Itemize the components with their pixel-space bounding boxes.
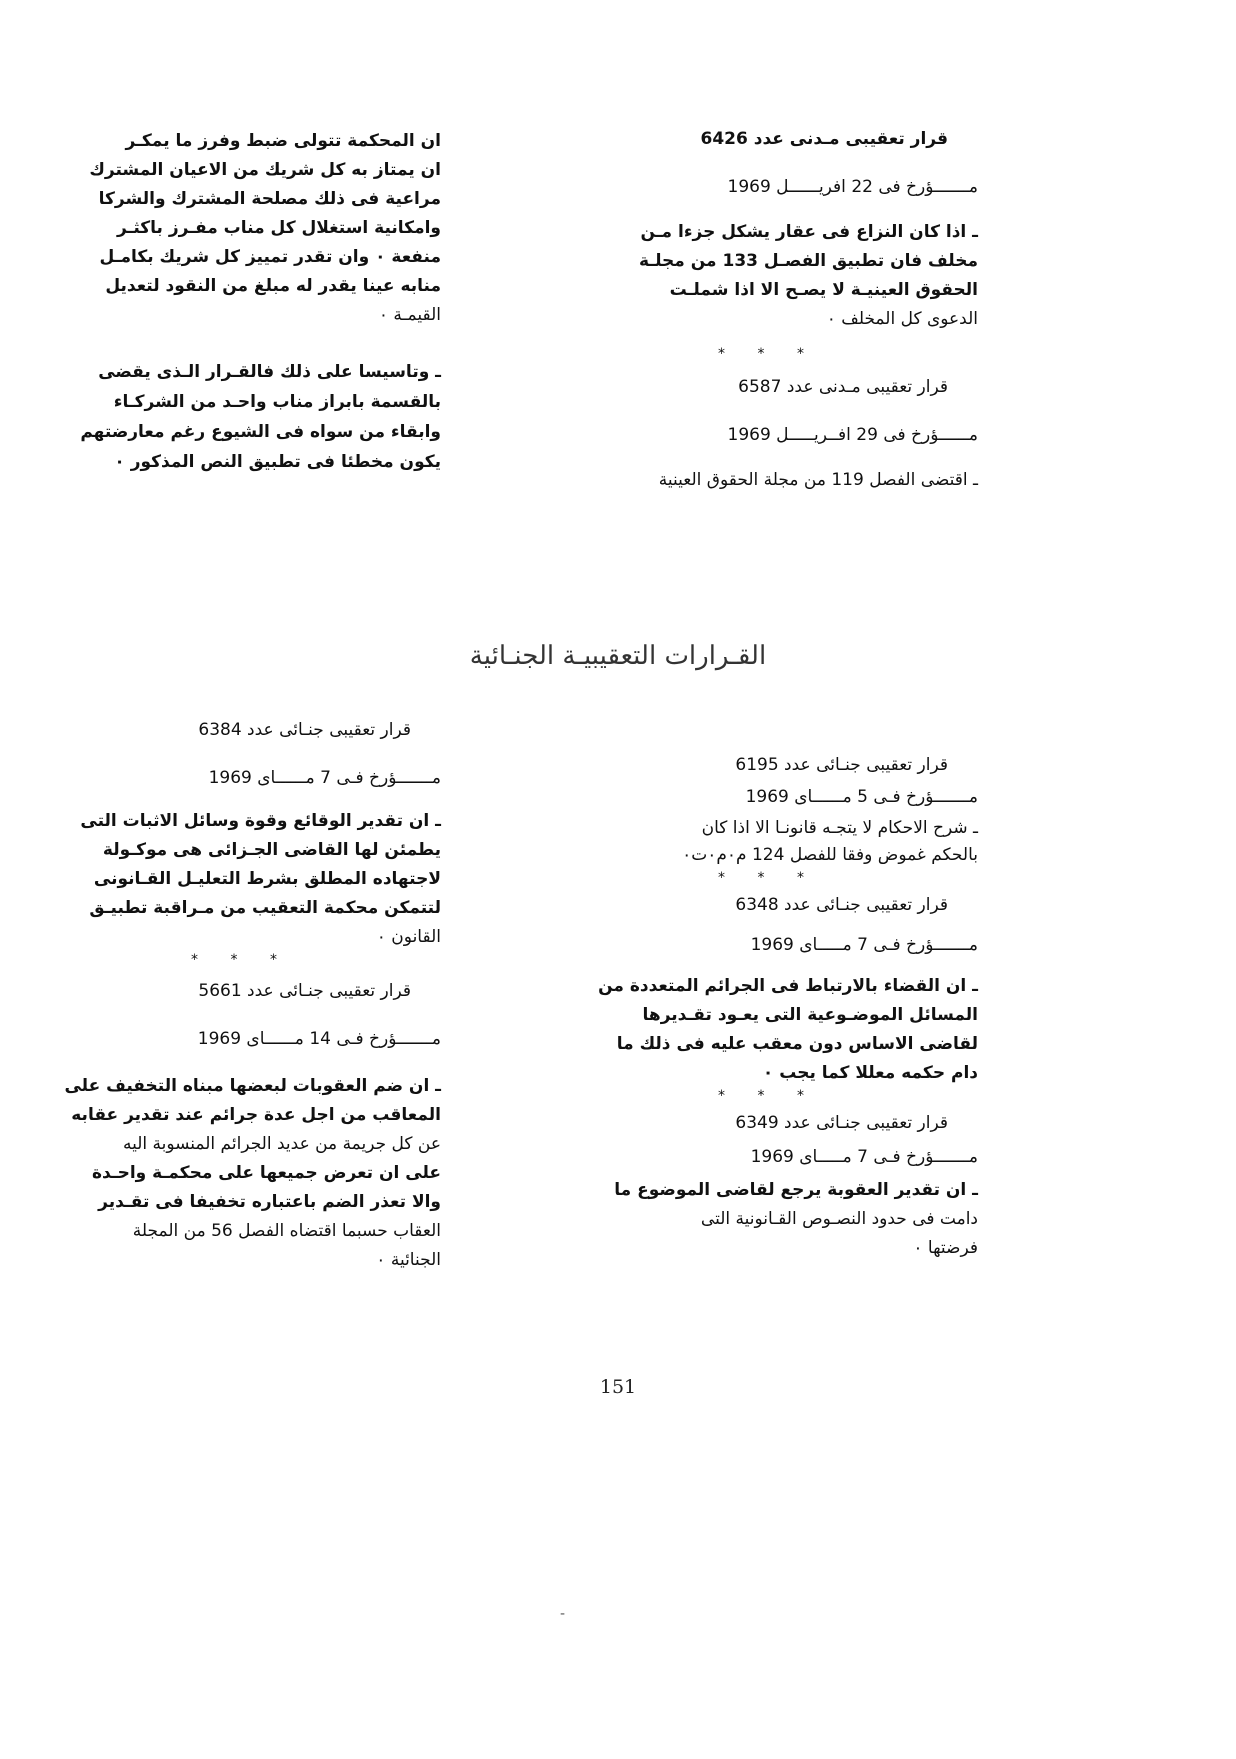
summary-line: على ان تعرض جميعها على محكمـة واحـدة	[91, 1163, 441, 1183]
summary-line: لقاضى الاساس دون معقب عليه فى ذلك ما	[616, 1034, 978, 1054]
summary-line: ـ ان القضاء بالارتباط فى الجرائم المتعددة من	[598, 976, 978, 996]
case-date: مـــــــؤرخ فـى 7 مـــــاى 1969	[750, 935, 978, 955]
text-line: وامكانية استغلال كل مناب مفـرز باكثـر	[116, 218, 441, 238]
summary-line: فرضتها ٠	[913, 1238, 978, 1258]
summary-line: القانون ٠	[376, 927, 441, 947]
summary-line: المسائل الموضـوعية التى يعـود تقـديرها	[642, 1005, 978, 1025]
text-line: مراعية فى ذلك مصلحة المشترك والشركا	[98, 189, 441, 209]
paragraph	[46, 130, 441, 327]
separator-stars: * * *	[718, 346, 818, 362]
text-line: ـ وتاسيسا على ذلك فالقـرار الـذى يقضى	[98, 362, 441, 382]
section-heading: القـرارات التعقيبيـة الجنـائية	[469, 641, 767, 671]
summary-line: دامت فى حدود النصـوص القـانونية التى	[700, 1209, 978, 1229]
case-title: قرار تعقيبى مـدنى عدد 6587	[738, 377, 948, 397]
text-line: منابه عينا يقدر له مبلغ من النقود لتعديل	[105, 276, 441, 296]
case-summary	[558, 1179, 978, 1260]
summary-line: الدعوى كل المخلف ٠	[826, 309, 978, 329]
summary-line: ـ ان تقدير العقوبة يرجع لقاضى الموضوع ما	[614, 1180, 978, 1200]
summary-line: بالحكم غموض وفقا للفصل 124 م٠م٠ت٠	[682, 845, 978, 865]
foot-mark: -	[560, 1606, 566, 1622]
text-line: منفعة ٠ وان تقدر تمييز كل شريك بكامـل	[99, 247, 441, 267]
case-title: قرار تعقيبى جنـائى عدد 5661	[198, 981, 411, 1001]
case-summary	[558, 221, 978, 331]
text-line: ان يمتاز به كل شريك من الاعيان المشترك	[89, 160, 441, 180]
case-title: قرار تعقيبى جنـائى عدد 6384	[198, 720, 411, 740]
case-date: مـــــــؤرخ فـى 5 مــــــاى 1969	[745, 787, 978, 807]
separator-stars: * * *	[718, 1088, 818, 1104]
case-summary	[41, 1075, 441, 1272]
case-summary	[558, 817, 978, 867]
case-date: مـــــــؤرخ فى 22 افريــــــل 1969	[727, 177, 978, 197]
summary-line: لتتمكن محكمة التعقيب من مـراقبة تطبيـق	[89, 898, 441, 918]
summary-line: مخلف فان تطبيق الفصـل 133 من مجلـة	[639, 251, 978, 271]
text-line: ان المحكمة تتولى ضبط وفرز ما يمكـر	[125, 131, 441, 151]
summary-line: ـ ان ضم العقوبات لبعضها مبناه التخفيف على	[64, 1076, 441, 1096]
criminal-right-column	[558, 753, 978, 1260]
case-title: قرار تعقيبى جنـائى عدد 6349	[735, 1113, 948, 1133]
text-line: بالقسمة بابراز مناب واحـد من الشركـاء	[113, 392, 441, 412]
summary-line: ـ شرح الاحكام لا يتجـه قانونـا الا اذا كان	[701, 818, 978, 838]
summary-line: دام حكمه معللا كما يجب ٠	[762, 1063, 978, 1083]
paragraph	[46, 361, 441, 474]
separator-stars: * * *	[191, 952, 291, 968]
summary-line: ـ اقتضى الفصل 119 من مجلة الحقوق العينية	[658, 470, 978, 490]
civil-right-column	[558, 128, 978, 492]
civil-left-column	[46, 130, 441, 474]
criminal-left-column	[41, 718, 441, 1272]
summary-line: لاجتهاده المطلق بشرط التعليـل القـانونى	[93, 869, 441, 889]
case-summary	[41, 810, 441, 949]
separator-stars: * * *	[718, 870, 818, 886]
summary-line: الجنائية ٠	[376, 1250, 441, 1270]
case-date: مـــــــؤرخ فـى 14 مــــــاى 1969	[197, 1029, 441, 1049]
text-line: القيمـة ٠	[378, 305, 441, 325]
summary-line: عن كل جريمة من عديد الجرائم المنسوبة اليه	[122, 1134, 441, 1154]
summary-line: يطمئن لها القاضى الجـزائى هى موكـولة	[102, 840, 441, 860]
case-date: مـــــــؤرخ فـى 7 مــــــاى 1969	[208, 768, 441, 788]
case-date: مــــــؤرخ فى 29 افــريـــــل 1969	[727, 425, 978, 445]
summary-line: ـ ان تقدير الوقائع وقوة وسائل الاثبات التى	[80, 811, 441, 831]
summary-line: العقاب حسبما اقتضاه الفصل 56 من المجلة	[132, 1221, 441, 1241]
text-line: يكون مخطئا فى تطبيق النص المذكور ٠	[114, 452, 441, 472]
summary-line: والا تعذر الضم باعتباره تخفيفا فى تقـدير	[98, 1192, 441, 1212]
case-title: قرار تعقيبى مـدنى عدد 6426	[700, 129, 948, 149]
text-line: وابقاء من سواه فى الشيوع رغم معارضتهم	[80, 422, 441, 442]
case-title: قرار تعقيبى جنـائى عدد 6195	[735, 755, 948, 775]
case-summary	[558, 975, 978, 1085]
case-date: مـــــــؤرخ فـى 7 مـــــاى 1969	[750, 1147, 978, 1167]
summary-line: المعاقب من اجل عدة جرائم عند تقدير عقابه	[71, 1105, 441, 1125]
page-number: 151	[599, 1376, 637, 1398]
summary-line: ـ اذا كان النزاع فى عقار يشكل جزءا مـن	[640, 222, 978, 242]
summary-line: الحقوق العينيـة لا يصـح الا اذا شملـت	[669, 280, 978, 300]
case-title: قرار تعقيبى جنـائى عدد 6348	[735, 895, 948, 915]
